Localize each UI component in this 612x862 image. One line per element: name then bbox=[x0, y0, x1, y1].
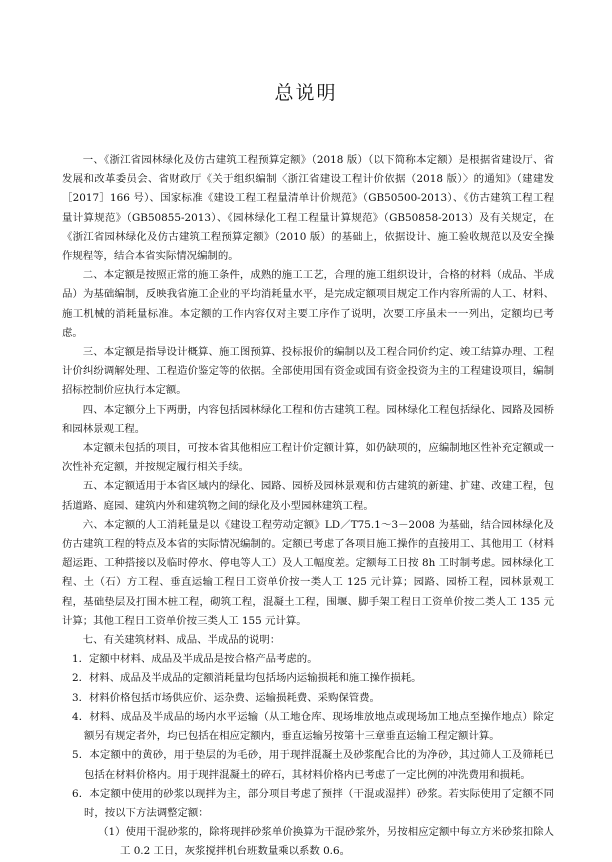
paragraph-1: 一、《浙江省园林绿化及仿古建筑工程预算定额》（2018 版）（以下简称本定额）是根据省建设厅、省发展和改革委员会、省财政厅《关于组织编制〈浙江省建设工程计价依据（2018 版）〉的通知》（建建发［2017］166 号）、国家标准《建设工程工程量清单计价规范》（GB50500-2013）、《仿古建筑工程工程量计算规范》（GB50855-2013）、《园林绿化工程工程量计算规范》（GB50858-2013）及有关规定，在《浙江省园林绿化及仿古建筑工程预算定额》（2010 版）的基础上，依据设计、施工验收规范以及安全操作规程等，结合本省实际情况编制的。 bbox=[62, 154, 554, 263]
paragraph-3: 三、本定额是指导设计概算、施工图预算、投标报价的编制以及工程合同价约定、竣工结算办理、工程计价纠纷调解处理、工程造价鉴定等的依据。全部使用国有资金或国有资金投资为主的工程建设项目，编制招标控制价应执行本定额。 bbox=[62, 346, 554, 397]
list-item: 1．定额中材料、成品及半成品是按合格产品考虑的。 bbox=[72, 653, 318, 666]
document-body bbox=[62, 151, 554, 862]
list-item: 6．本定额中使用的砂浆以现拌为主，部分项目考虑了预拌（干混或湿拌）砂浆。若实际使用了定额不同时，按以下方法调整定额： bbox=[72, 787, 554, 819]
page-title: 总说明 bbox=[274, 82, 338, 104]
paragraph-8: 七、有关建筑材料、成品、半成品的说明： bbox=[82, 634, 281, 647]
paragraph-4: 四、本定额分上下两册，内容包括园林绿化工程和仿古建筑工程。园林绿化工程包括绿化、园路及园桥和园林景观工程。 bbox=[62, 403, 554, 435]
materials-list bbox=[62, 650, 554, 823]
paragraph-7: 六、本定额的人工消耗量是以《建设工程劳动定额》LD／T75.1～3－2008 为基础，结合园林绿化及仿古建筑工程的特点及本省的实际情况编制的。定额已考虑了各项目施工操作的直接用工、其他用工（材料超运距、工种搭接以及临时停水、停电等人工）及人工幅度差。定额每工日按 8h 工时制考虑。园林绿化工程、土（石）方工程、垂直运输工程日工资单价按一类人工 125 元计算；园路、园桥工程，园林景观工程，基础垫层及打围木桩工程，砌筑工程，混凝土工程，围堰、脚手架工程日工资单价按二类人工 135 元计算；其他工程日工资单价按三类人工 155 元计算。 bbox=[62, 518, 554, 627]
list-item: 4．材料、成品及半成品的场内水平运输（从工地仓库、现场堆放地点或现场加工地点至操作地点）除定额另有规定者外，均已包括在相应定额内，垂直运输另按第十三章垂直运输工程定额计算。 bbox=[72, 710, 554, 743]
list-item: 3．材料价格包括市场供应价、运杂费、运输损耗费、采购保管费。 bbox=[72, 691, 380, 704]
list-item: 2．材料、成品及半成品的定额消耗量均包括场内运输损耗和施工操作损耗。 bbox=[72, 672, 422, 685]
paragraph-2: 二、本定额是按照正常的施工条件，成熟的施工工艺，合理的施工组织设计，合格的材料（成品、半成品）为基础编制，反映我省施工企业的平均消耗量水平，是完成定额项目规定工作内容所需的人工、材料、施工机械的消耗量标准。本定额的工作内容仅对主要工序作了说明，次要工序虽未一一列出，定额均已考虑。 bbox=[62, 269, 554, 339]
sub-list-item: （1）使用干混砂浆的，除将现拌砂浆单价换算为干混砂浆外，另按相应定额中每立方米砂浆扣除人工 0.2 工日，灰浆搅拌机台班数量乘以系数 0.6。 bbox=[98, 826, 554, 858]
list-item: 5．本定额中的黄砂，用于垫层的为毛砂，用于现拌混凝土及砂浆配合比的为净砂，其过筛人工及筛耗已包括在材料价格内。用于现拌混凝土的碎石，其材料价格内已考虑了一定比例的冲洗费用和损耗。 bbox=[72, 749, 554, 781]
paragraph-6: 五、本定额适用于本省区域内的绿化、园路、园桥及园林景观和仿古建筑的新建、扩建、改建工程，包括道路、庭园、建筑内外和建筑物之间的绿化及小型园林建筑工程。 bbox=[62, 480, 554, 512]
paragraph-5: 本定额未包括的项目，可按本省其他相应工程计价定额计算，如仍缺项的，应编制地区性补充定额或一次性补充定额，并按规定履行相关手续。 bbox=[62, 442, 554, 474]
